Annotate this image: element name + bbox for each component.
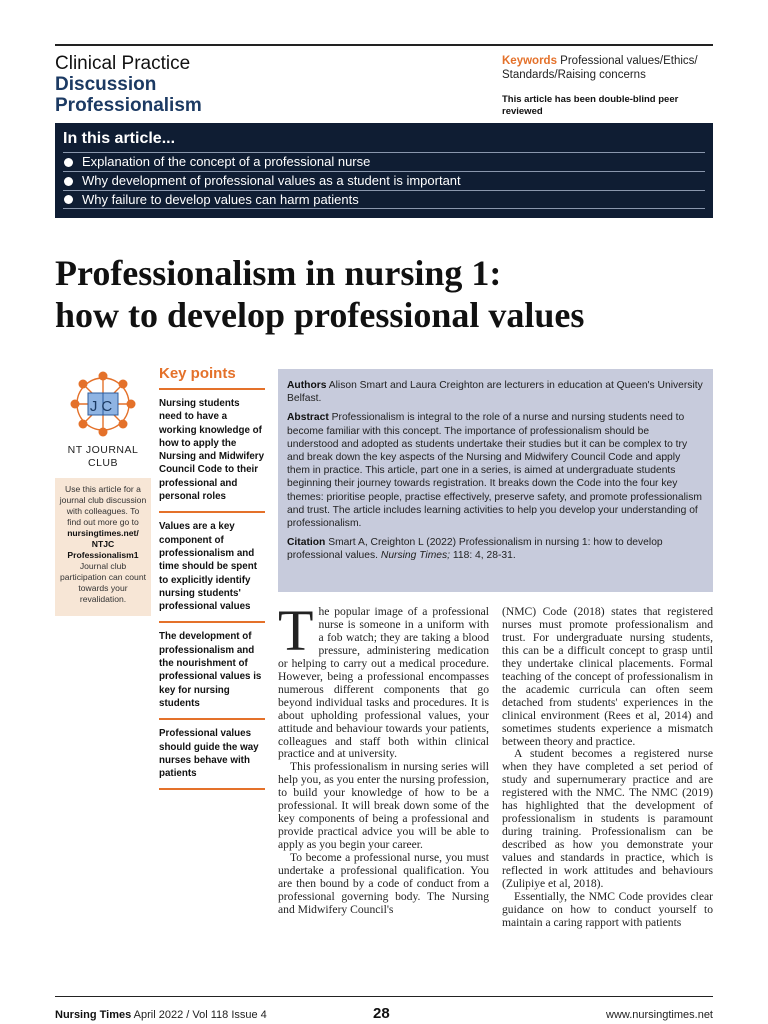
page-number: 28 <box>373 1005 390 1022</box>
body-column-2 <box>502 606 713 930</box>
citation-journal: Nursing Times; <box>380 550 451 562</box>
citation <box>287 536 703 562</box>
section-line-1: Clinical Practice <box>55 53 191 74</box>
key-point: Professional values should guide the way nurses behave with patients <box>159 720 265 790</box>
key-points <box>159 364 265 790</box>
footer-url[interactable]: www.nursingtimes.net <box>606 1009 713 1021</box>
key-point: Values are a key component of professionalism and time should be spent to explicitly identify nursing students' professional values <box>159 513 265 623</box>
body-paragraph: This professionalism in nursing series will help you, as you enter the nursing profession, to build your knowledge of how to be a professional. It will break down some of the key components of being a professional and provide practical advice you will be able to apply as you begin your career. <box>278 760 489 852</box>
abstract-label: Abstract <box>287 412 329 424</box>
in-this-article-item-text: Explanation of the concept of a professional nurse <box>82 154 371 169</box>
peer-review-note: This article has been double-blind peer reviewed <box>502 94 679 117</box>
article-headline <box>55 252 715 336</box>
citation-ref: 118: 4, 28-31. <box>452 550 516 562</box>
abstract-box <box>278 369 713 592</box>
in-this-article-item-text: Why failure to develop values can harm patients <box>82 191 359 207</box>
footer-rule <box>55 996 713 997</box>
keywords-label: Keywords <box>502 55 557 67</box>
body-paragraph: (NMC) Code (2018) states that registered nurses must promote professionalism and trust. For undergraduate nursing students, this can be a difficult concept to grasp until they undertake clinical placements. Formal teaching of the concept of professionalism in the academic curricula can often seem detached from students' experiences in the clinical environment (Rees et al, 2014) and sometimes students experience a mismatch between theory and practice. <box>502 605 713 748</box>
section-line-3: Professionalism <box>55 95 202 116</box>
journal-club-info <box>55 478 151 616</box>
footer-journal-info <box>55 1009 267 1021</box>
journal-club-logo-icon <box>69 370 137 438</box>
journal-club-name: NT JOURNAL CLUB <box>67 444 139 469</box>
keywords <box>502 54 717 82</box>
body-column-1 <box>278 598 489 917</box>
authors-text: Alison Smart and Laura Creighton are lecturers in education at Queen's University Belfast. <box>287 380 703 405</box>
authors <box>287 379 703 405</box>
in-this-article-item <box>63 190 705 209</box>
journal-club-panel <box>55 370 151 616</box>
footer-issue: April 2022 / Vol 118 Issue 4 <box>133 1009 267 1021</box>
journal-club-text-2: Journal club participation can count towards your revalidation. <box>60 561 146 604</box>
headline-line-2: how to develop professional values <box>55 295 585 335</box>
journal-club-link[interactable]: nursingtimes.net/ NTJC Professionalism1 <box>67 528 139 560</box>
body-paragraph <box>278 598 489 761</box>
footer-journal-name: Nursing Times <box>55 1009 132 1021</box>
headline-line-1: Professionalism in nursing 1: <box>55 253 502 293</box>
key-points-title: Key points <box>159 364 265 390</box>
in-this-article-item <box>63 152 705 171</box>
journal-club-text-1: Use this article for a journal club discussion with colleagues. To find out more go to <box>59 484 147 527</box>
abstract-text: Professionalism is integral to the role of a nurse and nursing students need to become familiar with this concept. The importance of professionalism should be understood and adopted as students undertake their studies but it can be complex to try and break down the key aspects of the Nursing and Midwifery Council Code and apply them in practice. This article, part one in a series, is aimed at undergraduate students beginning their journey towards registration. It breaks down the Code into the four key themes: prioritise people, practise effectively, preserve safety, and promote professionalism and trust. The article includes learning activities to help you develop your understanding of professionalism. <box>287 412 702 530</box>
body-paragraph: To become a professional nurse, you must undertake a professional qualification. You are then bound by a code of conduct from a professional governing body. The Nursing and Midwifery Council's <box>278 851 489 916</box>
key-point: The development of professionalism and the nourishment of professional values is key for nursing students <box>159 623 265 720</box>
in-this-article-title: In this article... <box>63 130 176 147</box>
key-point: Nursing students need to have a working knowledge of how to apply the Nursing and Midwifery Council Code to their professional and personal roles <box>159 390 265 513</box>
logo-letters: JC <box>89 398 117 415</box>
keywords-text: Professional values/Ethics/ Standards/Raising concerns <box>502 55 698 81</box>
citation-text: Smart A, Creighton L (2022) Professionalism in nursing 1: how to develop professional values. <box>287 537 663 562</box>
in-this-article-item-text: Why development of professional values as a student is important <box>82 173 461 188</box>
body-paragraph-text: he popular image of a professional nurse is someone in a uniform with a fob watch; they are taking a blood pressure, administering medication or helping to carry out a medical procedure. However, being a professional encompasses numerous different components that go beyond individual tasks and procedures. It is about upholding professional values, your attitude and behaviour towards your patients, colleagues and staff both within clinical practice and at university. <box>278 605 489 761</box>
bullet-icon <box>64 158 73 167</box>
citation-label: Citation <box>287 537 326 549</box>
in-this-article-box <box>55 123 713 218</box>
drop-cap: T <box>278 598 314 663</box>
section-header <box>55 53 355 116</box>
authors-label: Authors <box>287 380 327 391</box>
bullet-icon <box>64 195 73 204</box>
body-paragraph: A student becomes a registered nurse when they have completed a set period of study and supernumerary practice and are registered with the NMC. The NMC (2019) has highlighted that the development of professionalism in students is paramount during training. Professionalism can be described as how you demonstrate your values and standards in practice, which is reflected in work attitudes and behaviours (Zulipiye et al, 2018). <box>502 747 713 891</box>
abstract <box>287 411 703 530</box>
section-line-2: Discussion <box>55 74 157 95</box>
top-rule <box>55 44 713 46</box>
body-paragraph: Essentially, the NMC Code provides clear guidance on how to conduct yourself to maintain a caring rapport with patients <box>502 889 713 929</box>
in-this-article-item <box>63 171 705 190</box>
bullet-icon <box>64 177 73 186</box>
